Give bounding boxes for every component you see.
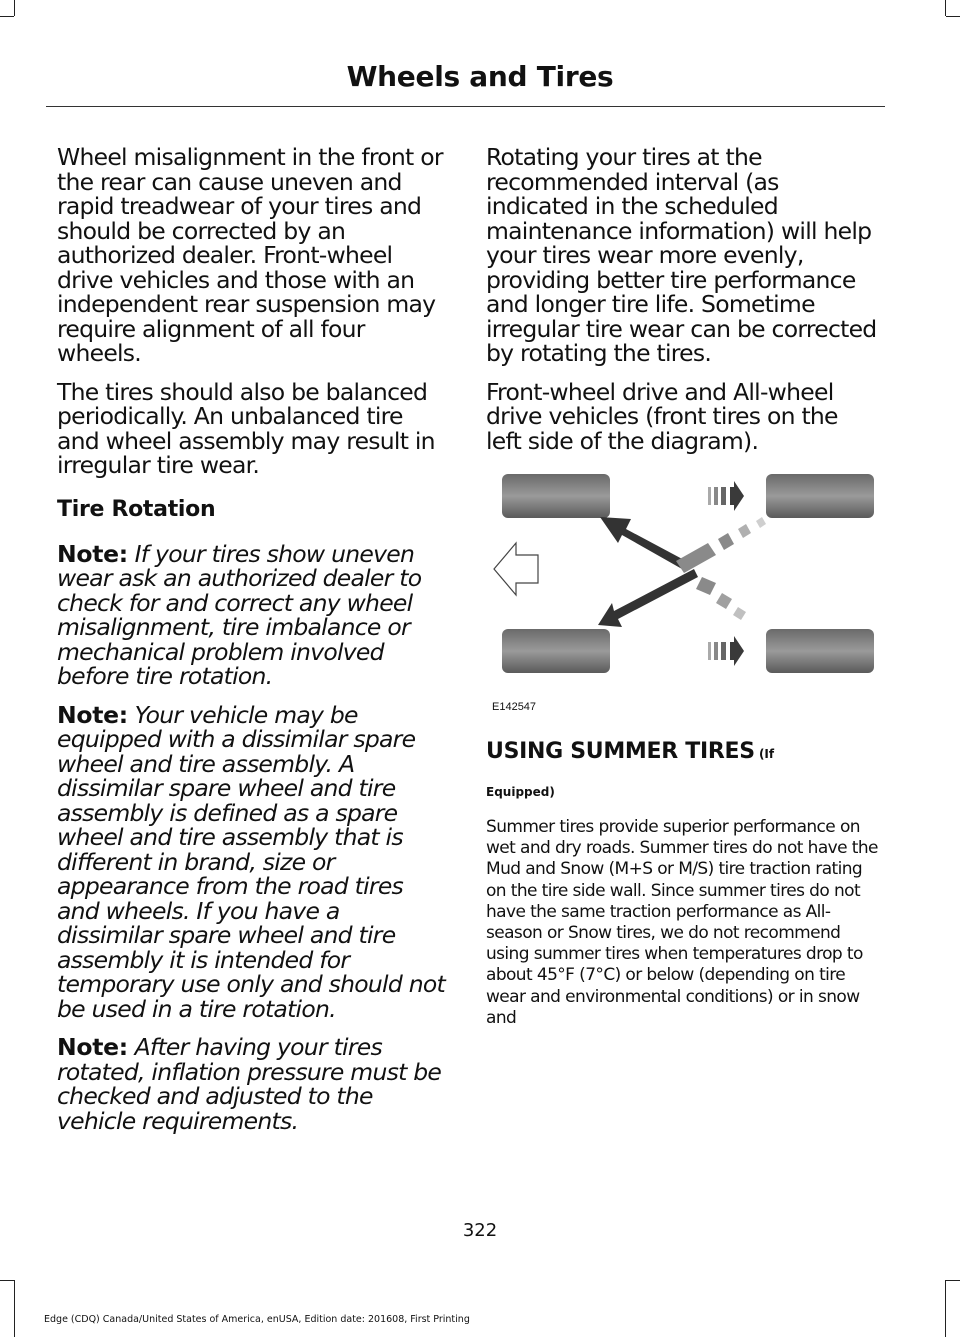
crop-mark-bottom-left-v	[14, 1280, 15, 1337]
arrow-diagonal-down	[598, 569, 698, 627]
arrow-diagonal-dashed-up	[676, 517, 766, 573]
tire-front-right	[502, 629, 610, 673]
note-dissimilar-spare	[57, 700, 449, 1023]
note-text: Your vehicle may be equipped with a dissimilar spare wheel and tire assembly. A dissimilar spare wheel and tire assembly is defined as a spare wheel and tire assembly that is different in brand, size or appearance from the road tires and wheels. If you have a dissimilar spare wheel and tire assembly it is intended for temporary use only and should not be used in a tire rotation.	[57, 700, 445, 1023]
paragraph-rotating-interval: Rotating your tires at the recommended interval (as indicated in the scheduled maintenance information) will help your tires wear more evenly, providing better tire performance and longer tire life. Sometime irregular tire wear can be corrected by rotating the tires.	[486, 143, 877, 367]
crop-mark-bottom-right-h	[946, 1280, 960, 1281]
crop-mark-bottom-right-v	[945, 1280, 946, 1337]
header-divider	[46, 106, 885, 107]
diagram-code: E142547	[492, 701, 537, 713]
crop-mark-bottom-left-h	[0, 1280, 14, 1281]
footer-edition: Edge (CDQ) Canada/United States of America, enUSA, Edition date: 201608, First Printing	[44, 1314, 470, 1325]
tire-front-left	[502, 474, 610, 518]
front-direction-arrow	[494, 543, 538, 595]
note-label: Note:	[57, 1033, 128, 1061]
summer-tires-subtitle: Equipped)	[486, 785, 555, 799]
note-label: Note:	[57, 539, 128, 568]
summer-tires-title-text: USING SUMMER TIRES	[486, 739, 755, 764]
tire-rotation-diagram	[486, 469, 878, 717]
tire-rotation-heading: Tire Rotation	[57, 496, 216, 522]
paragraph-balancing: The tires should also be balanced periodically. An unbalanced tire and wheel assembly may result in irregular tire wear.	[57, 377, 435, 479]
page-number: 322	[462, 1220, 498, 1241]
note-inflation-pressure	[57, 1035, 449, 1133]
crop-mark-top-right-h	[946, 16, 960, 17]
note-uneven-wear	[57, 539, 449, 690]
tire-rear-right	[766, 629, 874, 673]
tire-rotation-svg	[486, 469, 878, 717]
page-title: Wheels and Tires	[346, 60, 614, 93]
crop-mark-top-left-h	[0, 16, 14, 17]
summer-tires-title	[486, 739, 878, 767]
crop-mark-top-right-v	[945, 0, 946, 16]
summer-tires-title-suffix: (If	[754, 747, 775, 761]
paragraph-drive-vehicles: Front-wheel drive and All-wheel drive vehicles (front tires on the left side of the diagram).	[486, 377, 838, 455]
arrow-top-straight	[708, 481, 744, 511]
arrow-diagonal-up	[600, 517, 686, 569]
paragraph-misalignment: Wheel misalignment in the front or the rear can cause uneven and rapid treadwear of your tires and should be corrected by an authorized dealer. Front-wheel drive vehicles and those with an independent rear suspension may require alignment of all four wheels.	[57, 143, 443, 367]
arrow-diagonal-dashed-down	[696, 577, 746, 620]
crop-mark-top-left-v	[14, 0, 15, 16]
note-text: If your tires show uneven wear ask an authorized dealer to check for and correct any wheel misalignment, tire imbalance or mechanical problem involved before tire rotation.	[57, 539, 422, 690]
paragraph-summer-tires: Summer tires provide superior performance on wet and dry roads. Summer tires do not have the Mud and Snow (M+S or M/S) tire traction rating on the tire side wall. Since summer tires do not have the same traction performance as All-season or Snow tires, we do not recommend using summer tires when temperatures drop to about 45°F (7°C) or below (depending on tire wear and environmental conditions) or in snow and	[486, 817, 878, 1028]
right-column	[486, 145, 878, 1029]
note-text: After having your tires rotated, inflation pressure must be checked and adjusted to the vehicle requirements.	[57, 1033, 442, 1135]
tire-rear-left	[766, 474, 874, 518]
arrow-bottom-straight	[708, 636, 744, 666]
left-column	[57, 145, 449, 1147]
note-label: Note:	[57, 700, 128, 729]
